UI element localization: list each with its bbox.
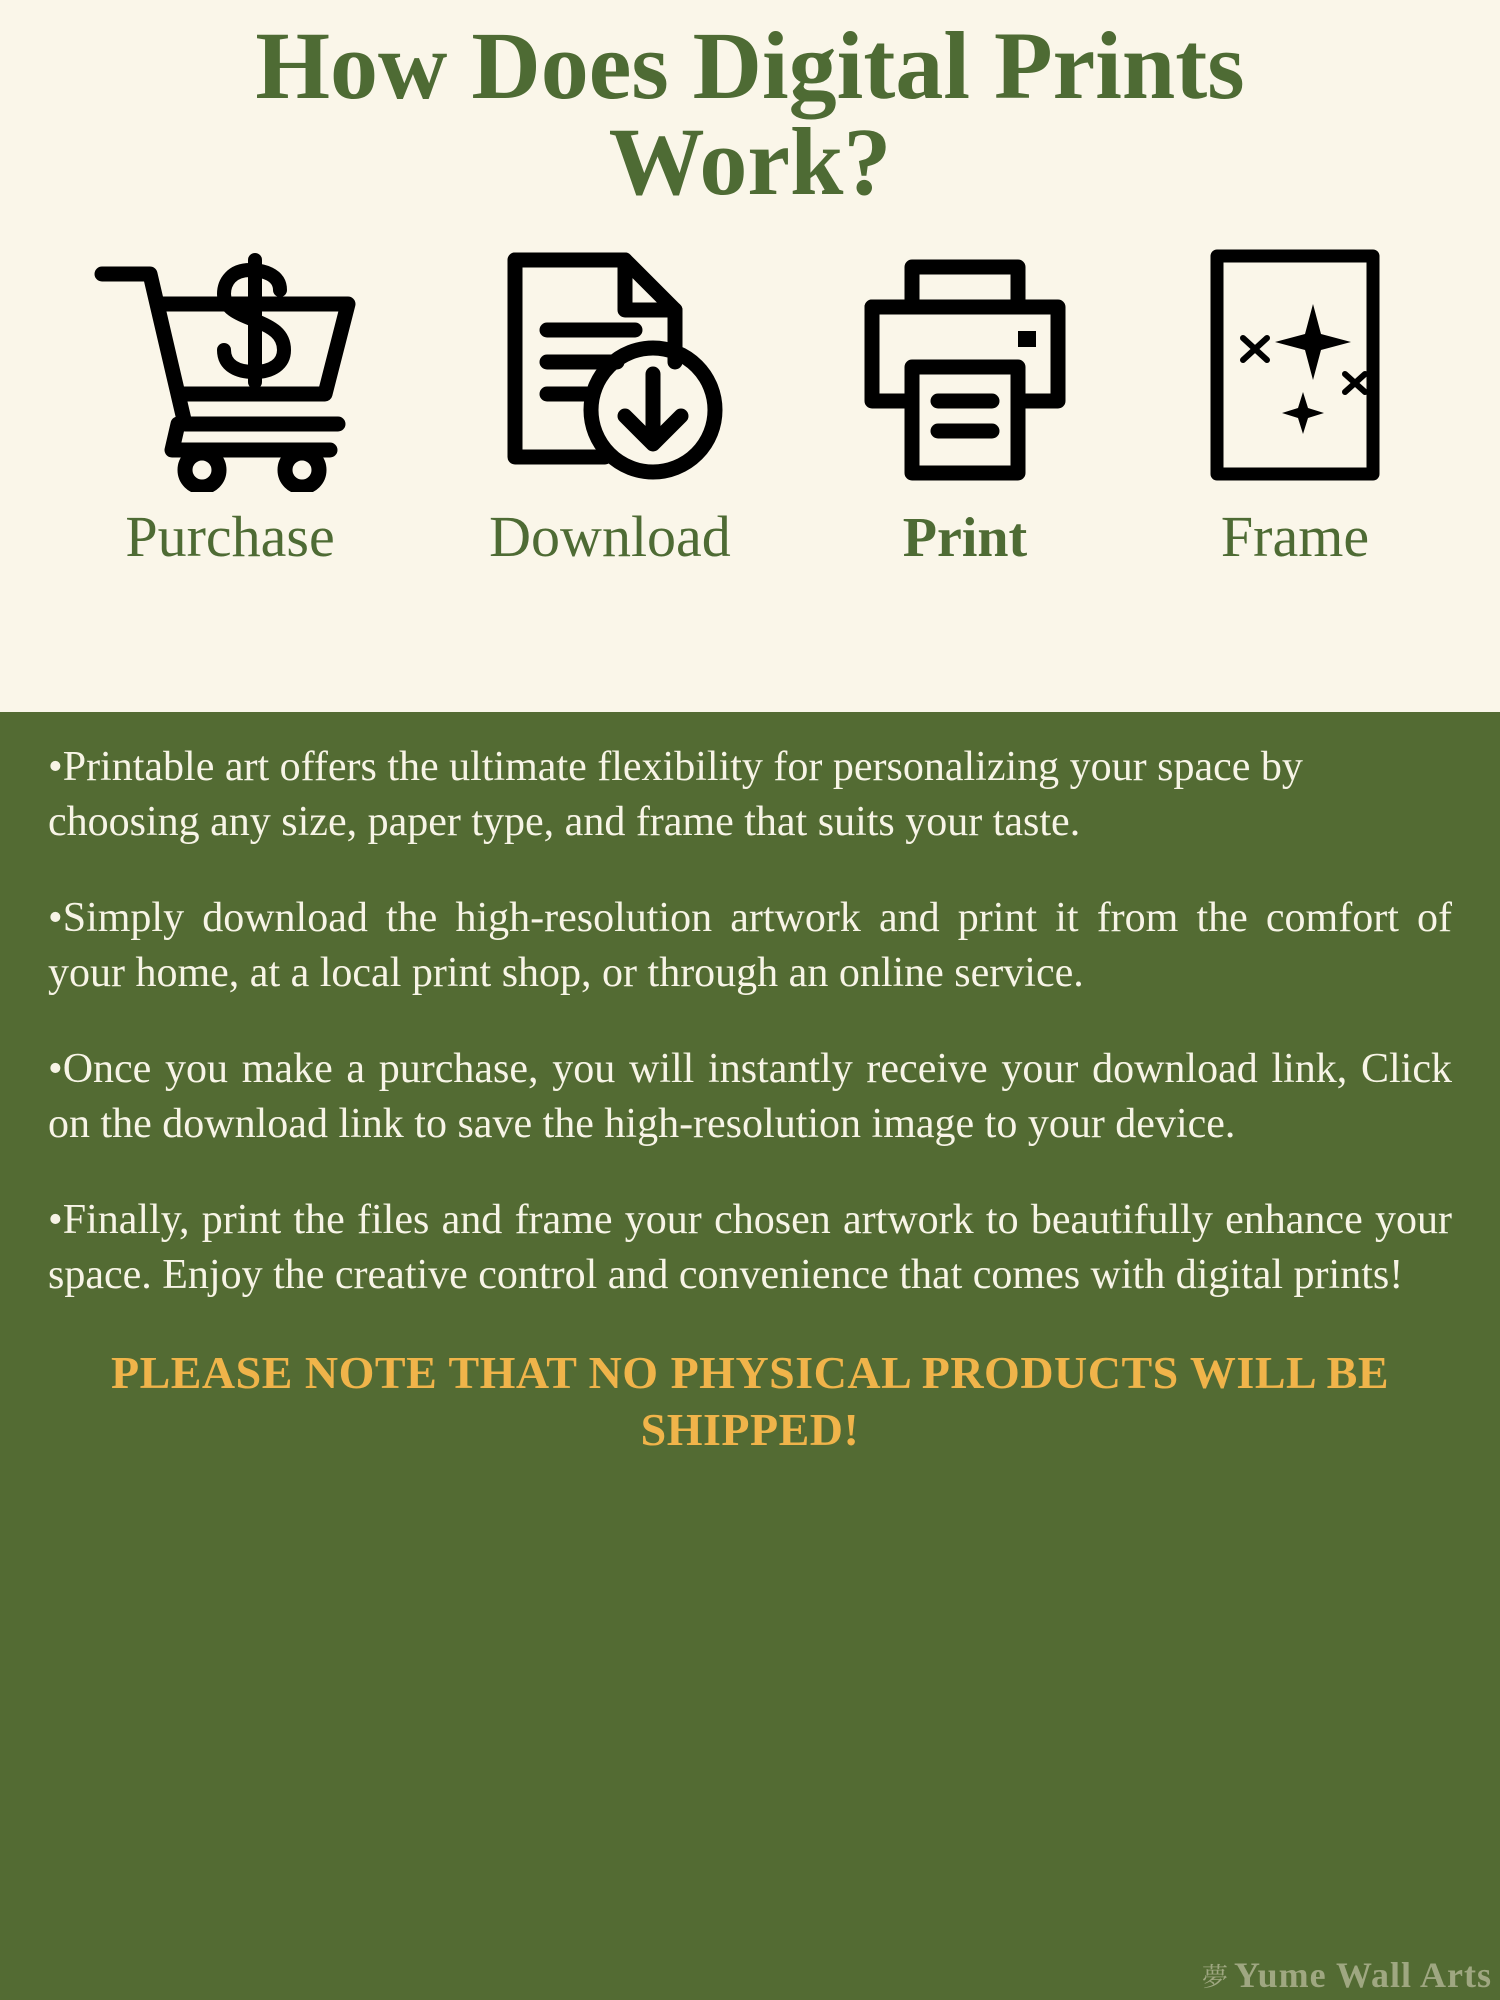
step-print <box>800 234 1130 569</box>
step-label-download: Download <box>489 504 731 569</box>
step-label-purchase: Purchase <box>125 504 335 569</box>
framed-picture-icon <box>1195 232 1395 502</box>
step-frame <box>1130 232 1460 569</box>
watermark-logo-icon: 夢 <box>1201 1962 1228 1993</box>
body-paragraph-3: •Once you make a purchase, you will instantly receive your download link, Click on the download link to save the high-resolution image to your device. <box>48 1045 1452 1148</box>
body-paragraph-2: •Simply download the high-resolution artwork and print it from the comfort of your home, at a local print shop, or through an online service. <box>48 894 1452 997</box>
watermark <box>1202 1954 1492 1996</box>
step-label-print: Print <box>902 507 1028 569</box>
step-download <box>420 232 800 569</box>
body-paragraph-4: •Finally, print the files and frame your chosen artwork to beautifully enhance your space. Enjoy the creative control and convenience that comes with digital prints! <box>48 1196 1452 1299</box>
step-label-frame: Frame <box>1220 504 1370 569</box>
header-section <box>0 0 1500 712</box>
step-purchase <box>40 232 420 569</box>
shopping-cart-dollar-icon <box>80 232 380 502</box>
page-title: How Does Digital Prints Work? <box>255 12 1245 215</box>
body-section <box>0 712 1500 2000</box>
body-paragraph-1: •Printable art offers the ultimate flexibility for personalizing your space by choosing any size, paper type, and frame that suits your taste. <box>48 744 1303 846</box>
watermark-text: Yume Wall Arts <box>1233 1955 1492 1995</box>
shipping-note: PLEASE NOTE THAT NO PHYSICAL PRODUCTS WILL BE SHIPPED! <box>110 1346 1390 1455</box>
steps-row <box>0 210 1500 569</box>
printer-icon <box>850 234 1080 504</box>
file-download-icon <box>485 232 735 502</box>
